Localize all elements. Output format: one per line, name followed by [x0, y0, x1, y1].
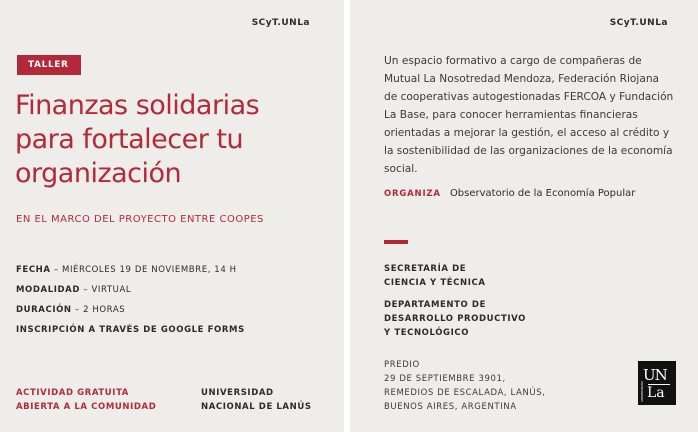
title-line-2: para fortalecer tu [15, 124, 244, 155]
detail-duration-value: 2 HORAS [83, 305, 126, 315]
detail-modality-value: VIRTUAL [91, 285, 132, 295]
category-tag: TALLER [17, 55, 81, 75]
free-activity-note: ACTIVIDAD GRATUITA ABIERTA A LA COMUNIDAD [16, 388, 157, 412]
registration-note: INSCRIPCIÓN A TRAVÉS DE GOOGLE FORMS [16, 325, 245, 335]
brand-mark: SCyT.UNLa [609, 18, 668, 28]
description-paragraph: Un espacio formativo a cargo de compañeras de Mutual La Nosotredad Mendoza, Federación Riojana de cooperativas autogestionadas FERCOA y Fundación La Base, para conocer herramientas financieras orientadas a mejorar la gestión, el acceso al crédito y la sostenibilidad de las organizaciones de la economía social. [384, 55, 674, 175]
brand-mark: SCyT.UNLa [251, 18, 310, 28]
title-line-3: organización [15, 158, 182, 189]
detail-date: FECHA – MIÉRCOLES 19 DE NOVIEMBRE, 14 H [16, 265, 237, 275]
title-line-1: Finanzas solidarias [15, 90, 260, 121]
secretariat-name: SECRETARÍA DE CIENCIA Y TÉCNICA [384, 264, 486, 288]
unla-logo [638, 361, 676, 405]
event-details [16, 260, 245, 340]
right-panel [350, 0, 698, 432]
address-block: PREDIO 29 DE SEPTIEMBRE 3901, REMEDIOS DE ESCALADA, LANÚS, BUENOS AIRES, ARGENTINA [384, 360, 546, 412]
detail-modality-label: MODALIDAD [16, 285, 80, 295]
accent-divider [384, 240, 408, 244]
subtitle: EN EL MARCO DEL PROYECTO ENTRE COOPES [16, 214, 264, 225]
university-name: UNIVERSIDAD NACIONAL DE LANÚS [201, 388, 312, 412]
logo-side-text: UNIVERSIDAD [640, 381, 644, 402]
logo-main-text: UN [643, 366, 667, 384]
organizer-line [384, 188, 635, 199]
detail-date-label: FECHA [16, 265, 51, 275]
organizer-label: ORGANIZA [384, 189, 441, 199]
detail-duration: DURACIÓN – 2 HORAS [16, 305, 126, 315]
detail-duration-label: DURACIÓN [16, 305, 72, 315]
logo-sub-text: La [647, 385, 665, 401]
page-title [15, 89, 335, 191]
department-name: DEPARTAMENTO DE DESARROLLO PRODUCTIVO Y TECNOLÓGICO [384, 300, 527, 338]
detail-modality: MODALIDAD – VIRTUAL [16, 285, 132, 295]
organizer-value: Observatorio de la Economía Popular [449, 188, 636, 199]
left-panel [0, 0, 344, 432]
detail-date-value: MIÉRCOLES 19 DE NOVIEMBRE, 14 H [62, 265, 237, 275]
